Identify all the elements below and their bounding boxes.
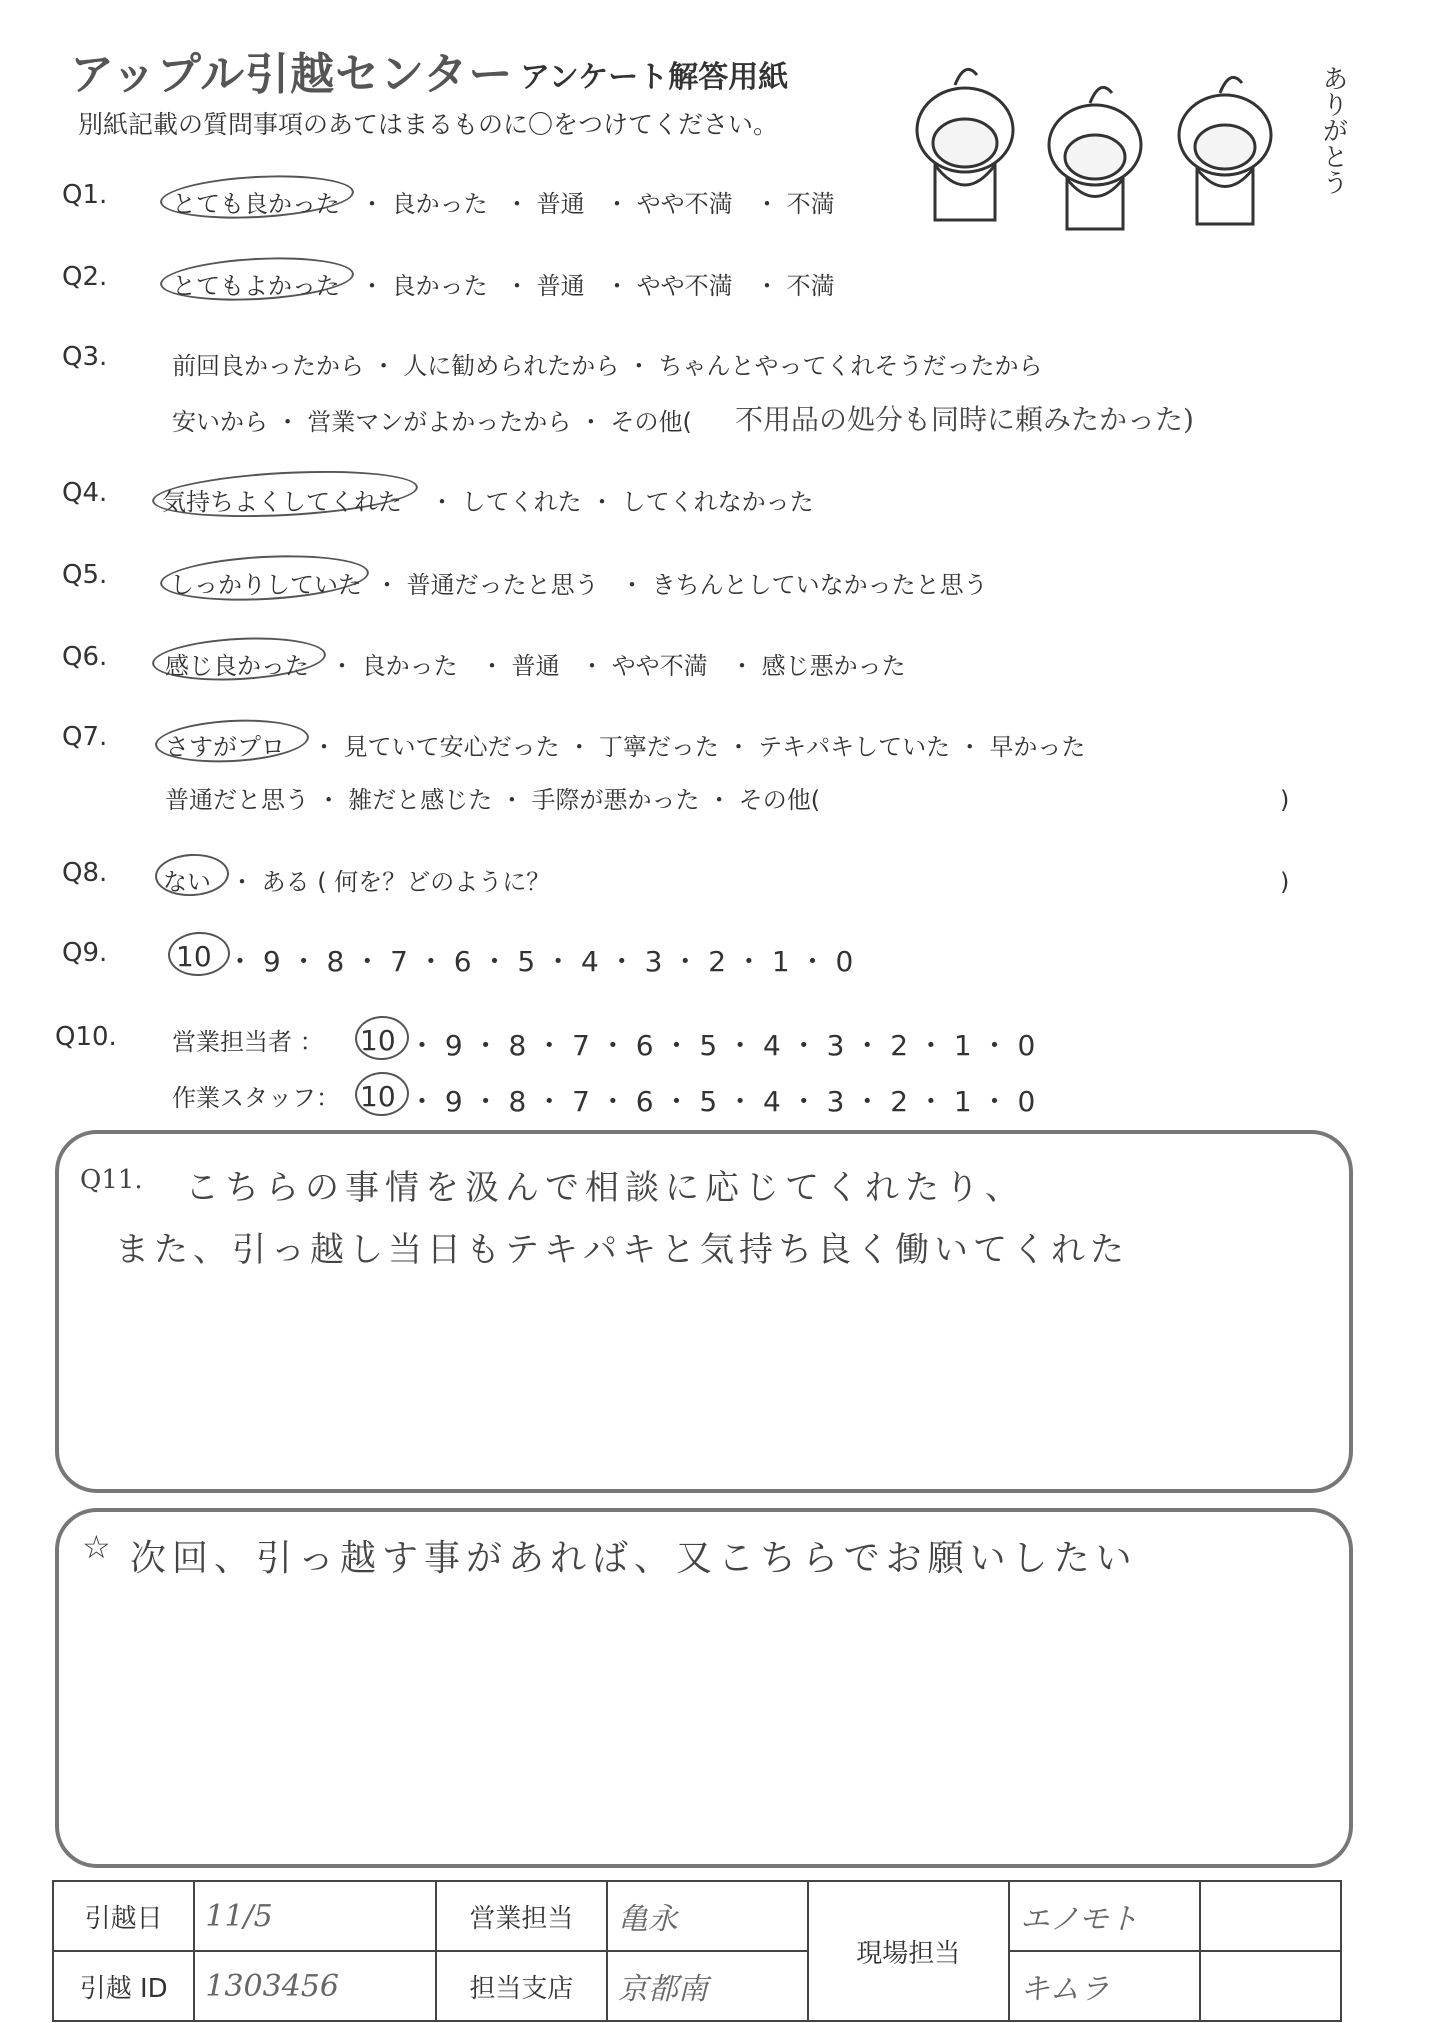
q2-option-5[interactable]: ・ 不満 [755, 272, 835, 300]
q1-option-1[interactable]: とても良かった [172, 190, 340, 218]
company-title: アップル引越センター [70, 49, 514, 100]
q6-label: Q6. [62, 642, 108, 672]
q5-option-3[interactable]: ・ きちんとしていなかったと思う [620, 571, 988, 599]
q7-option-pro[interactable]: さすがプロ [165, 733, 285, 761]
q3-label: Q3. [62, 342, 108, 372]
q2-option-3[interactable]: ・ 普通 [505, 272, 585, 300]
move-date-label: 引越日 [53, 1881, 194, 1951]
q10-staff-score-10[interactable]: 10 [360, 1080, 396, 1113]
q7-options-line-1[interactable]: ・ 見ていて安心だった ・ 丁寧だった ・ テキパキしていた ・ 早かった [312, 733, 1086, 761]
q3-other-handwritten: 不用品の処分も同時に頼みたかった) [735, 403, 1194, 436]
q7-options-line-2[interactable]: 普通だと思う ・ 雑だと感じた ・ 手際が悪かった ・ その他( [165, 786, 821, 814]
q3-options-line-1[interactable]: 前回良かったから ・ 人に勧められたから ・ ちゃんとやってくれそうだったから [172, 352, 1043, 380]
branch-label: 担当支店 [436, 1951, 607, 2021]
q4-option-2[interactable]: ・ してくれた [430, 488, 582, 516]
star-icon: ☆ [82, 1528, 111, 1566]
q6-option-1[interactable]: 感じ良かった [165, 652, 309, 680]
q4-option-1[interactable]: 気持ちよくしてくれた [162, 488, 402, 516]
q5-option-2[interactable]: ・ 普通だったと思う [375, 571, 599, 599]
site-rep-label: 現場担当 [808, 1881, 1009, 2021]
q4-label: Q4. [62, 478, 108, 508]
sales-rep-label: 営業担当 [436, 1881, 607, 1951]
q8-close: ) [1280, 868, 1290, 896]
q9-score-10[interactable]: 10 [176, 940, 212, 973]
q6-option-4[interactable]: ・ やや不満 [580, 652, 708, 680]
q8-label: Q8. [62, 858, 108, 888]
q10-staff-label: 作業スタッフ： [172, 1084, 340, 1112]
q10-sales-score-10[interactable]: 10 [360, 1024, 396, 1057]
branch-value: 京都南 [607, 1951, 808, 2021]
q10-sales-scores-rest[interactable]: ・ 9 ・ 8 ・ 7 ・ 6 ・ 5 ・ 4 ・ 3 ・ 2 ・ 1 ・ 0 [408, 1029, 1036, 1062]
site-rep-value-2: キムラ [1009, 1951, 1200, 2021]
q6-option-5[interactable]: ・ 感じ悪かった [730, 652, 906, 680]
q10-staff-scores-rest[interactable]: ・ 9 ・ 8 ・ 7 ・ 6 ・ 5 ・ 4 ・ 3 ・ 2 ・ 1 ・ 0 [408, 1085, 1036, 1118]
q11-answer-line-2: また、引っ越し当日もテキパキと気持ち良く働いてくれた [115, 1230, 1129, 1270]
q5-label: Q5. [62, 560, 108, 590]
q6-option-2[interactable]: ・ 良かった [330, 652, 458, 680]
move-date-value: 11/5 [194, 1881, 435, 1951]
q8-option-some[interactable]: ・ ある ( 何を？どのように？ [230, 868, 551, 896]
q4-option-3[interactable]: ・ してくれなかった [590, 488, 814, 516]
q11-answer-line-1: こちらの事情を汲んで相談に応じてくれたり、 [185, 1168, 1025, 1208]
q3-options-line-2[interactable]: 安いから ・ 営業マンがよかったから ・ その他( [172, 408, 692, 436]
q9-scores-rest[interactable]: ・ 9 ・ 8 ・ 7 ・ 6 ・ 5 ・ 4 ・ 3 ・ 2 ・ 1 ・ 0 [226, 945, 854, 978]
move-id-value: 1303456 [194, 1951, 435, 2021]
site-rep-empty-1 [1200, 1881, 1341, 1951]
q10-label: Q10. [55, 1022, 117, 1052]
q11-label: Q11. [80, 1165, 143, 1195]
q2-option-1[interactable]: とてもよかった [172, 272, 340, 300]
form-subtitle: アンケート解答用紙 [520, 60, 789, 95]
q10-sales-label: 営業担当者 ： [172, 1028, 324, 1056]
q1-option-2[interactable]: ・ 良かった [360, 190, 488, 218]
comment-text: 次回、引っ越す事があれば、又こちらでお願いしたい [130, 1538, 1138, 1579]
move-id-label: 引越 ID [53, 1951, 194, 2021]
q2-option-4[interactable]: ・ やや不満 [605, 272, 733, 300]
q2-option-2[interactable]: ・ 良かった [360, 272, 488, 300]
q2-label: Q2. [62, 262, 108, 292]
q1-option-5[interactable]: ・ 不満 [755, 190, 835, 218]
q8-option-none[interactable]: ない [163, 868, 211, 896]
q7-label: Q7. [62, 722, 108, 752]
site-rep-value-1: エノモト [1009, 1881, 1200, 1951]
q7-other-close: ) [1280, 786, 1290, 814]
thanks-text: ありがとう [1318, 65, 1348, 195]
q5-option-1[interactable]: しっかりしていた [170, 571, 362, 599]
q9-label: Q9. [62, 938, 108, 968]
instruction-text: 別紙記載の質問事項のあてはまるものに〇をつけてください。 [78, 110, 779, 139]
footer-info-table [52, 1880, 1342, 2022]
q6-option-3[interactable]: ・ 普通 [480, 652, 560, 680]
q1-option-3[interactable]: ・ 普通 [505, 190, 585, 218]
q1-option-4[interactable]: ・ やや不満 [605, 190, 733, 218]
sales-rep-value: 亀永 [607, 1881, 808, 1951]
q1-label: Q1. [62, 180, 108, 210]
site-rep-empty-2 [1200, 1951, 1341, 2021]
mascot-illustration [895, 55, 1365, 255]
